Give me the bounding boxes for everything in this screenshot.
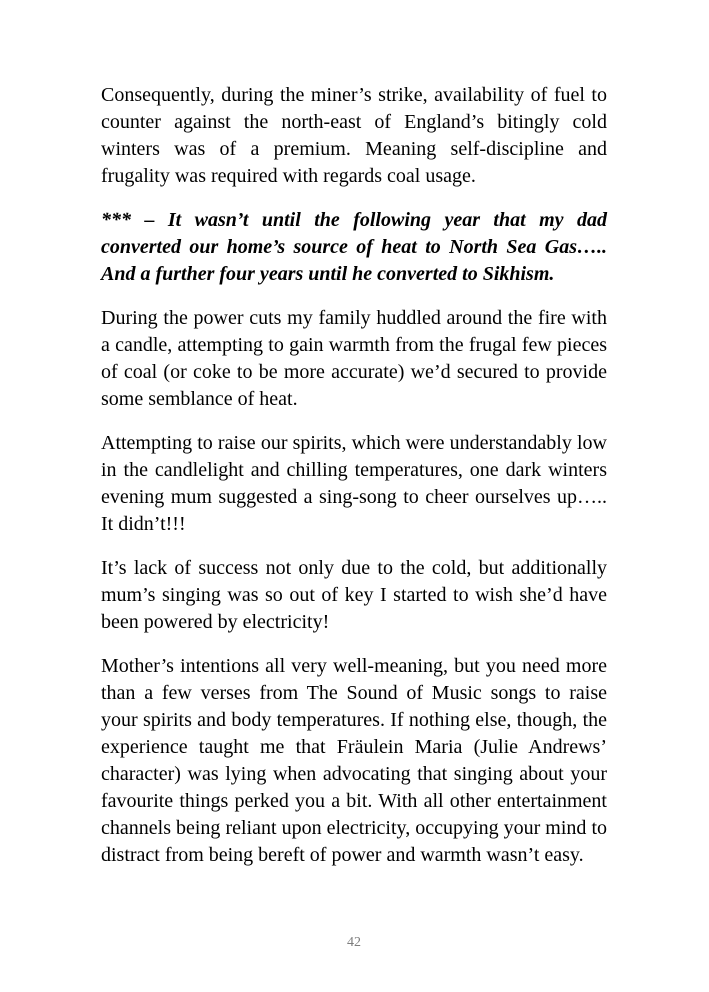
paragraph-mothers-intentions: Mother’s intentions all very well-meaning, but you need more than a few verses from The Sound of Music songs to raise your spirits and body temperatures. If nothing else, though, the experience taught me that Fräulein Maria (Julie Andrews’ character) was lying when advocating that singing about your favourite things perked you a bit. With all other entertainment channels being reliant upon electricity, occupying your mind to distract from being bereft of power and warmth wasn’t easy. xyxy=(101,655,607,866)
paragraph-power-cuts: During the power cuts my family huddled around the fire with a candle, attempting to gain warmth from the frugal few pieces of coal (or coke to be more accurate) we’d secured to provide some semblance of heat. xyxy=(101,307,607,410)
paragraph-aside-note: *** – It wasn’t until the following year that my dad converted our home’s source of heat to North Sea Gas….. And a further four years until he converted to Sikhism. xyxy=(101,209,607,285)
paragraph-sing-song: Attempting to raise our spirits, which were understandably low in the candlelight and chilling temperatures, one dark winters evening mum suggested a sing-song to cheer ourselves up….. It didn’t!!! xyxy=(101,432,607,535)
text-block xyxy=(101,82,607,886)
page-number: 42 xyxy=(347,935,361,950)
paragraph-consequently: Consequently, during the miner’s strike, availability of fuel to counter against the north-east of England’s bitingly cold winters was of a premium. Meaning self-discipline and frugality was required with regards coal usage. xyxy=(101,84,607,187)
paragraph-lack-of-success: It’s lack of success not only due to the cold, but additionally mum’s singing was so out of key I started to wish she’d have been powered by electricity! xyxy=(101,557,607,633)
